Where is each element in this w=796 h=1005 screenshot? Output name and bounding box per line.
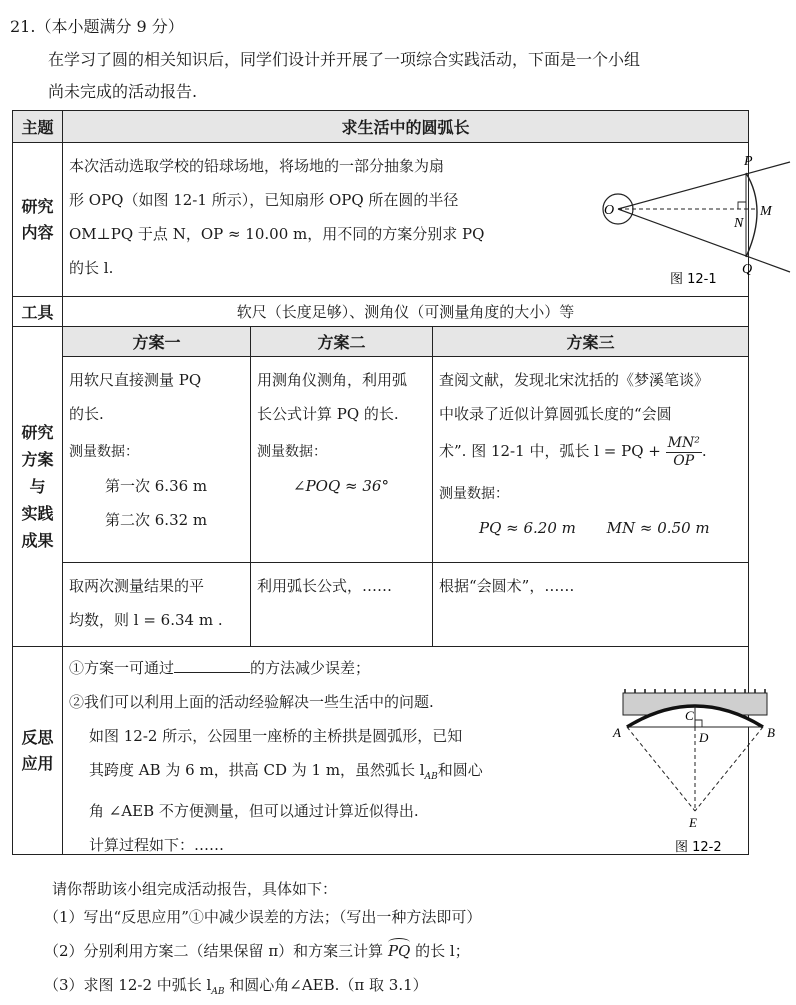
intro-text <box>48 44 748 108</box>
research-line: OM⊥PQ 于点 N，OP ≈ 10.00 m，用不同的方案分别求 PQ <box>69 225 485 243</box>
figure-caption: 图 12-1 <box>670 272 717 287</box>
activity-report-table <box>12 110 775 855</box>
intro-line-1: 在学习了圆的相关知识后，同学们设计并开展了一项综合实践活动，下面是一个小组 <box>48 50 641 69</box>
tools-value: 软尺（长度足够）、测角仪（可测量角度的大小）等 <box>63 297 749 327</box>
arc-pq-symbol: PQ <box>387 942 411 960</box>
intro-line-2: 尚未完成的活动报告. <box>48 82 198 101</box>
right-angle-mark <box>738 202 746 209</box>
research-line: 形 OPQ（如图 12-1 所示），已知扇形 OPQ 所在圆的半径 <box>69 191 459 209</box>
reflect-line-1: ①方案一可通过 的方法减少误差； <box>69 651 589 685</box>
plan1-data: 第二次 6.32 m <box>105 511 208 529</box>
question-2: （2）分别利用方案二（结果保留 π）和方案三计算 PQ 的长 l； <box>44 942 470 960</box>
questions-lead: 请你帮助该小组完成活动报告，具体如下： <box>52 880 338 898</box>
plan3-line: 查阅文献，发现北宋沈括的《梦溪笔谈》 <box>439 371 710 389</box>
question-number: 21. <box>10 17 36 36</box>
research-label: 研究 内容 <box>13 143 63 297</box>
research-line: 的长 l. <box>69 259 114 277</box>
plan1-title: 方案一 <box>63 327 251 357</box>
label-b: B <box>767 725 775 740</box>
plan2-result: 利用弧长公式，…… <box>251 563 433 647</box>
plan3-data: PQ ≈ 6.20 m MN ≈ 0.50 m <box>479 519 710 537</box>
plan1-data: 第一次 6.36 m <box>105 477 208 495</box>
figure-caption: 图 12-2 <box>675 840 722 855</box>
plan3-result: 根据“会圆术”，…… <box>433 563 749 647</box>
plan1-data-title: 测量数据： <box>69 444 139 460</box>
research-line: 本次活动选取学校的铅球场地，将场地的一部分抽象为扇 <box>69 157 445 175</box>
research-content <box>63 143 772 297</box>
question-points: （本小题满分 9 分） <box>35 17 184 36</box>
question-1: （1）写出“反思应用”①中减少误差的方法；（写出一种方法即可） <box>44 908 482 926</box>
label-e: E <box>689 815 697 830</box>
fraction-denominator: OP <box>673 452 695 469</box>
plan-label: 研究 方案 与 实践 成果 <box>13 327 63 647</box>
plan1-result: 取两次测量结果的平 均数，则 l = 6.34 m . <box>63 563 251 647</box>
plan2-line: 长公式计算 PQ 的长. <box>257 405 399 423</box>
plan2-line: 用测角仪测角，利用弧 <box>257 371 408 389</box>
label-c: C <box>685 708 694 723</box>
reflect-line-4: 其跨度 AB 为 6 m，拱高 CD 为 1 m，虽然弧长 $l_{AB}$和圆心 <box>89 761 483 782</box>
plan1-line: 的长. <box>69 405 104 423</box>
reflect-line-3: 如图 12-2 所示，公园里一座桥的主桥拱是圆弧形，已知 <box>89 727 463 745</box>
reflect-text <box>69 651 589 862</box>
radius-ae <box>627 727 695 811</box>
plan2-title: 方案二 <box>251 327 433 357</box>
figure-12-1 <box>578 149 796 289</box>
theme-value: 求生活中的圆弧长 <box>63 111 749 143</box>
reflect-content <box>63 647 775 855</box>
label-n: N <box>734 216 744 231</box>
question-header <box>10 14 184 37</box>
arc-pq <box>746 173 757 257</box>
label-o: O <box>604 203 615 218</box>
label-p: P <box>744 154 753 169</box>
label-d: D <box>699 730 709 745</box>
label-a: A <box>613 725 621 740</box>
reflect-line-5: 角 ∠AEB 不方便测量，但可以通过计算近似得出. <box>89 802 419 820</box>
plan1-line: 用软尺直接测量 PQ <box>69 371 202 389</box>
question-3: （3）求图 12-2 中弧长 $l_{AB}$ 和圆心角∠AEB.（π 取 3.1） <box>44 976 428 997</box>
ray-op <box>618 162 790 209</box>
theme-label: 主题 <box>13 111 63 143</box>
label-q: Q <box>742 262 753 277</box>
plan2-data-title: 测量数据： <box>257 444 327 460</box>
plan1-body <box>63 357 251 563</box>
reflect-line-6: 计算过程如下：…… <box>89 836 225 854</box>
figure-12-2 <box>609 687 785 855</box>
label-m: M <box>760 204 772 219</box>
reflect-line-2: ②我们可以利用上面的活动经验解决一些生活中的问题. <box>69 693 434 711</box>
reflect-label: 反思 应用 <box>13 647 63 855</box>
formula-fraction <box>666 435 702 470</box>
plan3-body <box>433 357 749 563</box>
fraction-numerator: MN² <box>667 434 700 451</box>
research-text <box>69 149 539 285</box>
tools-label: 工具 <box>13 297 63 327</box>
plan3-data-title: 测量数据： <box>439 486 509 502</box>
plan3-formula-line: 术”. 图 12-1 中，弧长 l = PQ + $\frac{\text{MN²}}{OP}$ . <box>439 434 707 469</box>
plan2-data: ∠POQ ≈ 36° <box>293 477 389 495</box>
plan3-title: 方案三 <box>433 327 749 357</box>
plan3-line: 中收录了近似计算圆弧长度的“会圆 <box>439 405 672 423</box>
plan2-body <box>251 357 433 563</box>
answer-blank[interactable] <box>174 656 250 673</box>
